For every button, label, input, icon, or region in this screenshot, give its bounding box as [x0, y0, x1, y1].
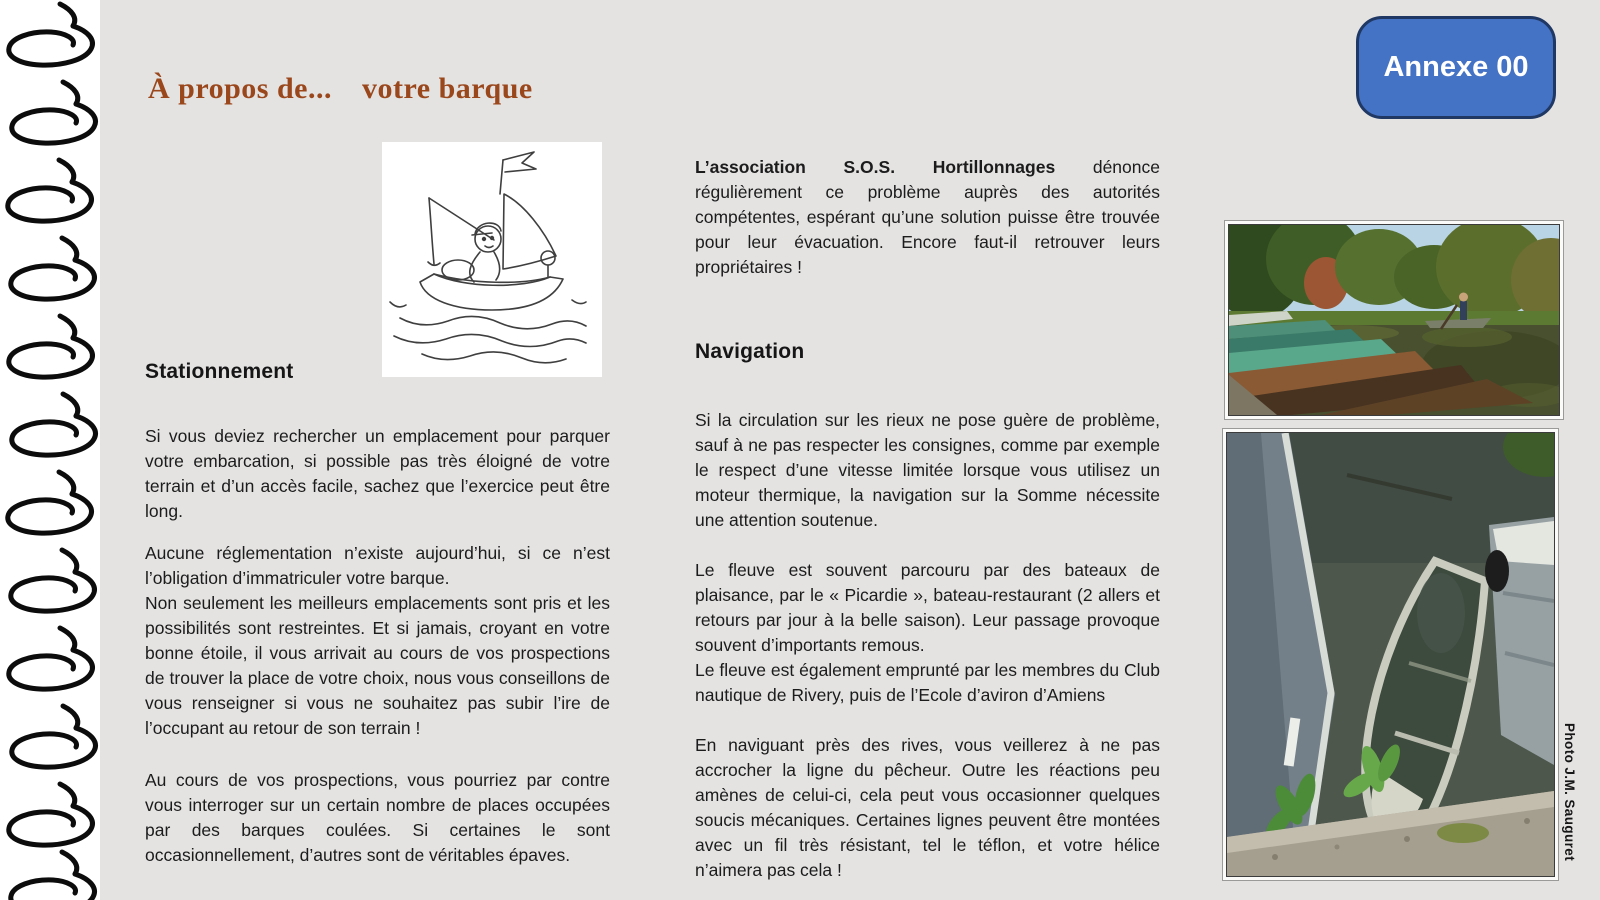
- navigation-heading: Navigation: [695, 340, 805, 363]
- paragraph-text: Le fleuve est souvent parcouru par des bateaux de plaisance, par le « Picardie », bateau-restaurant (2 allers et retours par jour à la belle saison). Leur passage provoque souvent d’importants remous.: [695, 560, 1160, 655]
- boat-cartoon-illustration: [382, 142, 602, 377]
- spiral-binding-icon: [0, 0, 100, 900]
- cartoon-sailor: [470, 223, 501, 282]
- page-title: [148, 72, 533, 106]
- tire-fender: [1485, 550, 1509, 592]
- photo-credit: Photo J.M. Sauguret: [1562, 723, 1577, 862]
- stationnement-paragraph-3: [145, 768, 610, 868]
- cartoon-stern-lamp: [541, 251, 555, 277]
- cartoon-flag: [500, 152, 536, 194]
- navigation-paragraph-2: [695, 558, 1160, 708]
- association-bold-phrase: L’association S.O.S. Hortillonnages: [695, 157, 1056, 177]
- stationnement-paragraph-2: [145, 541, 610, 741]
- spiral-binding: [0, 0, 100, 900]
- association-rest: dénonce régulièrement ce problème auprès des autorités compétentes, espérant qu’une solution puisse être trouvée pour leur évacuation. Encore faut-il retrouver leurs propriétaires !: [695, 157, 1160, 277]
- stationnement-heading: Stationnement: [145, 360, 294, 383]
- paragraph-text: Si la circulation sur les rieux ne pose guère de problème, sauf à ne pas respecter les consignes, comme par exemple le respect d’une vitesse limitée lorsque vous utilisez un moteur thermique, la navigation sur la Somme nécessite une attention soutenue.: [695, 410, 1160, 530]
- cartoon-lifebuoy: [442, 260, 474, 280]
- page-title-subject: votre barque: [361, 72, 533, 105]
- photo-moored-boats: [1224, 220, 1564, 420]
- navigation-paragraph-3: [695, 733, 1160, 883]
- paragraph-text: [695, 155, 1160, 280]
- cartoon-main-sail: [503, 194, 556, 269]
- stationnement-paragraph-1: [145, 424, 610, 524]
- paragraph-text: Au cours de vos prospections, vous pourriez par contre vous interroger sur un certain nombre de places occupées par des barques coulées. Si certaines le sont occasionnellement, d’autres sont de véritables épaves.: [145, 770, 610, 865]
- annexe-badge-label: Annexe 00: [1383, 51, 1529, 83]
- photo-sunken-boat: [1222, 428, 1559, 881]
- paragraph-text: Le fleuve est également emprunté par les membres du Club nautique de Rivery, puis de l’Ecole d’aviron d’Amiens: [695, 660, 1160, 705]
- paragraph-text: Aucune réglementation n’existe aujourd’hui, si ce n’est l’obligation d’immatriculer votre barque.: [145, 543, 610, 588]
- annexe-badge: [1356, 16, 1556, 119]
- association-paragraph: [695, 155, 1160, 280]
- paragraph-text: Si vous deviez rechercher un emplacement pour parquer votre embarcation, si possible pas très éloigné de votre terrain et d’un accès facile, sachez que l’exercice peut être long.: [145, 426, 610, 521]
- cartoon-fishing-rod: [428, 198, 494, 265]
- paragraph-text: Non seulement les meilleurs emplacements sont pris et les possibilités sont restreintes. Et si jamais, croyant en votre bonne étoile, il vous arrivait au cours de vos prospections de trouver la place de votre choix, nous vous conseillons de vous renseigner si vous ne souhaitez pas subir l’ire de l’occupant au retour de son terrain !: [145, 593, 610, 738]
- page-title-prefix: À propos de...: [148, 72, 332, 105]
- paragraph-text: En naviguant près des rives, vous veillerez à ne pas accrocher la ligne du pêcheur. Outre les réactions peu amènes de celui-ci, cela peut vous occasionner quelques soucis mécaniques. Certaines lignes peuvent être montées avec un fil très résistant, tel le téflon, et votre hélice n’aimera pas cela !: [695, 735, 1160, 880]
- navigation-paragraph-1: [695, 408, 1160, 533]
